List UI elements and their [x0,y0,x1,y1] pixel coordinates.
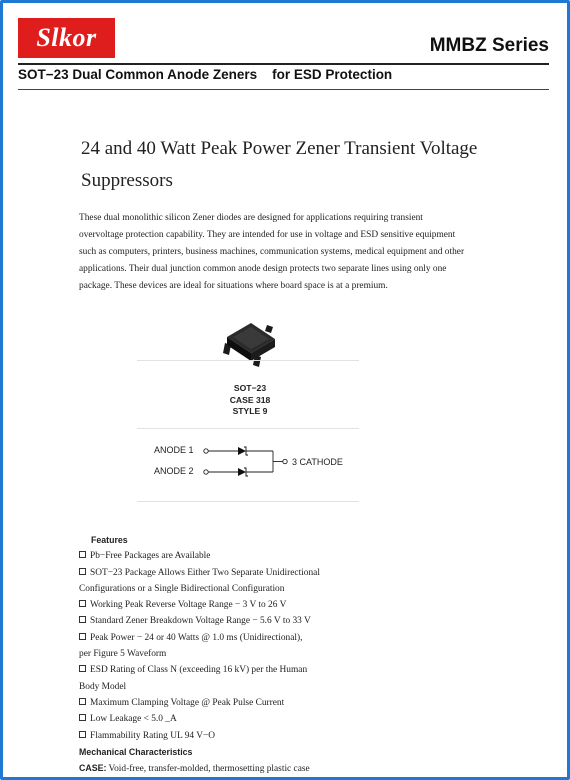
feature-item: Standard Zener Breakdown Voltage Range − 5.6 V to 33 V [79,613,379,629]
checkbox-bullet-icon [79,568,86,575]
features-section [79,532,379,775]
intro-paragraph [79,210,509,295]
package-case: CASE 318 [229,394,271,405]
feature-item: Flammability Rating UL 94 V−O [79,728,379,744]
package-style: STYLE 9 [232,406,268,416]
cathode-label: 3 CATHODE [292,457,343,467]
checkbox-bullet-icon [79,616,86,623]
product-subtitle: SOT−23 Dual Common Anode Zeners for ESD Protection [18,67,393,82]
package-divider [137,360,359,361]
series-title: MMBZ Series [429,35,549,56]
zener-diode-symbols [145,437,365,493]
features-heading: Features [91,535,128,545]
feature-item: ESD Rating of Class N (exceeding 16 kV) per the Human Body Model [79,665,308,692]
feature-item: Peak Power − 24 or 40 Watts @ 1.0 ms (Unidirectional), per Figure 5 Waveform [79,632,303,660]
main-title-line-1: 24 and 40 Watt Peak Power Zener Transient Voltage [81,138,478,159]
intro-line: These dual monolithic silicon Zener diodes are designed for applications requiring transient [79,213,423,223]
sot23-package-image [217,317,281,369]
case-line [79,760,379,775]
checkbox-bullet-icon [79,731,86,738]
checkbox-bullet-icon [79,714,86,721]
feature-item: Pb−Free Packages are Available [79,548,379,564]
intro-line: package. These devices are ideal for situations where board space is at a premium. [79,281,388,291]
intro-line: applications. Their dual junction common anode design protects two separate lines using only one [79,264,447,274]
slkor-logo [18,18,115,58]
case-label: CASE: [79,763,107,774]
intro-line: such as computers, printers, business machines, communication systems, medical equipment and other [79,247,465,257]
schematic-divider-bottom [137,501,359,502]
feature-item: Working Peak Reverse Voltage Range − 3 V to 26 V [79,597,379,613]
header-rule [18,63,549,65]
checkbox-bullet-icon [79,665,86,672]
circuit-schematic [145,437,365,493]
mechanical-heading: Mechanical Characteristics [79,746,193,757]
feature-item: Maximum Clamping Voltage @ Peak Pulse Current [79,695,379,711]
subtitle-rule [18,89,549,90]
package-name: SOT−23 [233,383,267,393]
logo-text: Slkor [36,23,97,52]
intro-line: overvoltage protection capability. They are intended for use in voltage and ESD sensitive equipment [79,230,456,240]
main-title-line-2: Suppressors [81,170,173,191]
feature-item: Low Leakage < 5.0 _A [79,711,379,727]
checkbox-bullet-icon [79,633,86,640]
main-title [81,133,501,197]
anode-2-label: ANODE 2 [154,466,194,476]
schematic-divider-top [137,428,359,429]
feature-item: SOT−23 Package Allows Either Two Separate Unidirectional Configurations or a Single Bidirectional Configuration [79,567,320,594]
datasheet-page [5,5,561,775]
package-label [205,383,295,418]
checkbox-bullet-icon [79,600,86,607]
anode-1-label: ANODE 1 [154,445,194,455]
checkbox-bullet-icon [79,698,86,705]
case-text: Void-free, transfer-molded, thermosetting plastic case [106,764,310,775]
checkbox-bullet-icon [79,551,86,558]
